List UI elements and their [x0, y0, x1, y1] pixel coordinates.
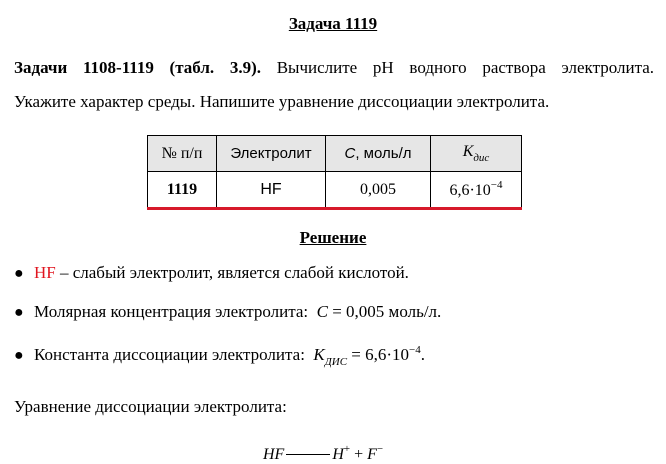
reaction-plus: +: [350, 446, 368, 463]
bullet-dot-icon: ●: [14, 304, 24, 321]
header-num: № п/п: [148, 136, 217, 172]
header-k-symbol: K: [462, 143, 474, 160]
page-title: Задача 1119: [288, 14, 378, 33]
bullet-dot-icon: ●: [14, 265, 24, 282]
formula-value: = 6,6·10: [347, 345, 410, 364]
formula-value: = 0,005 моль/л: [327, 302, 438, 321]
solution-title: Решение: [299, 228, 367, 247]
header-k-dis: [431, 136, 522, 172]
problem-task: Вычислите pH водного раствора электролита.: [276, 58, 655, 77]
header-conc-unit: , моль/л: [355, 145, 412, 162]
formula-sub: ДИС: [324, 356, 348, 368]
bullet-text: Константа диссоциации электролита:: [34, 345, 305, 364]
cell-num: 1119: [148, 172, 217, 209]
data-table: [147, 135, 522, 210]
bullet-dot-icon: ●: [14, 347, 24, 364]
reaction-product-2-charge: −: [376, 443, 384, 455]
cell-k-exp: −4: [490, 179, 503, 191]
reaction-product-1-charge: +: [343, 443, 351, 455]
cell-electrolyte: HF: [217, 172, 326, 209]
header-conc-symbol: C: [344, 145, 356, 162]
table-header-row: [148, 136, 522, 172]
cell-concentration: 0,005: [326, 172, 431, 209]
list-item: [14, 263, 409, 283]
header-electrolyte: Электролит: [217, 136, 326, 172]
formula-exp: −4: [409, 344, 421, 356]
header-concentration: [326, 136, 431, 172]
header-k-sub: дис: [473, 152, 490, 164]
arrow-right-icon: [286, 454, 330, 455]
problem-line-1: [14, 51, 654, 85]
formula-tail: .: [420, 345, 426, 364]
table-row: [148, 172, 522, 209]
bullet-text: Молярная концентрация электролита:: [34, 302, 309, 321]
list-item: [14, 302, 441, 322]
list-item: [14, 344, 425, 368]
problem-statement: [14, 51, 654, 119]
equation-label: Уравнение диссоциации электролита:: [14, 397, 287, 416]
reaction-product-1: H: [332, 446, 344, 463]
bullet-text: – слабый электролит, является слабой кислотой.: [55, 263, 409, 282]
formula-tail: .: [437, 302, 442, 321]
reaction-left: HF: [263, 446, 285, 463]
electrolyte-highlight: HF: [34, 263, 56, 282]
cell-k-dis: [431, 172, 522, 209]
problem-reference: Задачи 1108-1119 (табл. 3.9).: [14, 58, 261, 77]
formula-symbol: K: [313, 345, 325, 364]
dissociation-equation: [263, 443, 383, 464]
formula-symbol: C: [316, 302, 328, 321]
cell-k-base: 6,6·10: [449, 182, 491, 199]
reaction-product-2: F: [367, 446, 377, 463]
problem-line-2: Укажите характер среды. Напишите уравнение диссоциации электролита.: [14, 92, 550, 111]
